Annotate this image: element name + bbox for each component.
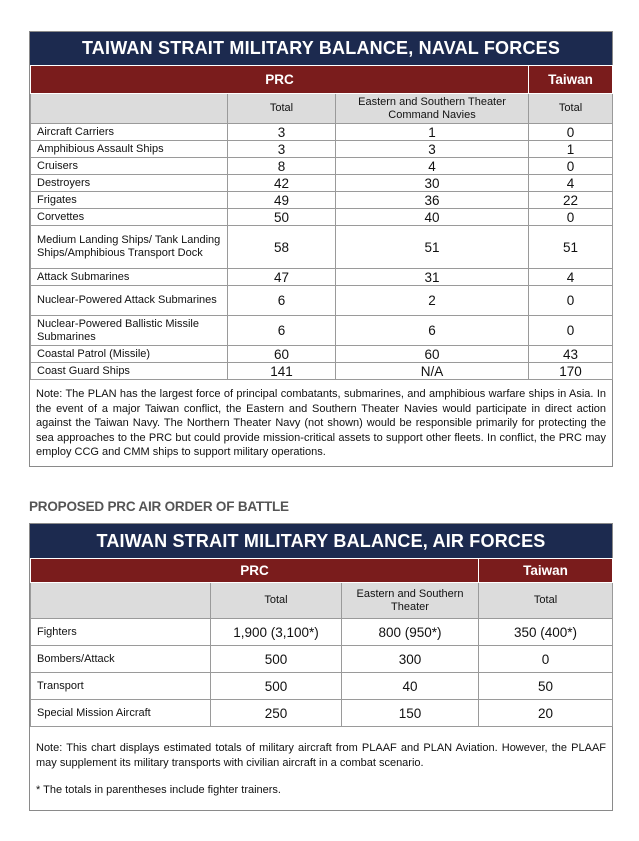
taiwan-cell: 4	[529, 269, 613, 286]
prc-total-cell: 58	[228, 226, 336, 269]
theater-cell: N/A	[336, 363, 529, 380]
taiwan-cell: 50	[479, 673, 613, 700]
air-group-prc: PRC	[31, 559, 479, 583]
section-label-air-order-of-battle: PROPOSED PRC AIR ORDER OF BATTLE	[29, 499, 289, 514]
air-footnote: * The totals in parentheses include fighter trainers.	[36, 784, 281, 796]
naval-header-blank	[31, 94, 228, 124]
table-row	[31, 175, 613, 192]
taiwan-cell: 20	[479, 700, 613, 727]
row-label: Corvettes	[31, 209, 228, 226]
theater-cell: 51	[336, 226, 529, 269]
naval-header-total: Total	[228, 94, 336, 124]
prc-total-cell: 6	[228, 286, 336, 316]
prc-total-cell: 3	[228, 124, 336, 141]
table-row	[31, 286, 613, 316]
prc-total-cell: 8	[228, 158, 336, 175]
table-row	[31, 269, 613, 286]
theater-cell: 60	[336, 346, 529, 363]
air-header-blank	[31, 583, 211, 619]
taiwan-cell: 350 (400*)	[479, 619, 613, 646]
taiwan-cell: 0	[529, 316, 613, 346]
taiwan-cell: 0	[529, 286, 613, 316]
taiwan-cell: 170	[529, 363, 613, 380]
prc-total-cell: 60	[228, 346, 336, 363]
taiwan-cell: 51	[529, 226, 613, 269]
table-row	[31, 316, 613, 346]
prc-total-cell: 141	[228, 363, 336, 380]
row-label: Fighters	[31, 619, 211, 646]
taiwan-cell: 0	[529, 158, 613, 175]
air-forces-table-block	[29, 523, 613, 811]
row-label: Nuclear-Powered Ballistic Missile Submarines	[31, 316, 228, 346]
naval-note: Note: The PLAN has the largest force of principal combatants, submarines, and amphibious warfare ships in Asia. In the event of a major Taiwan conflict, the Eastern and Southern Theater Navies would participate in direct action against the Taiwan Navy. The Northern Theater Navy (not shown) would be responsible primarily for protecting the sea approaches to the PRC but could provide mission-critical assets to support other fleets. In conflict, the PRC may employ CCG and CMM ships to support military operations.	[36, 388, 606, 458]
prc-total-cell: 500	[211, 646, 342, 673]
theater-cell: 1	[336, 124, 529, 141]
prc-total-cell: 500	[211, 673, 342, 700]
table-row	[31, 363, 613, 380]
air-group-taiwan: Taiwan	[479, 559, 613, 583]
row-label: Bombers/Attack	[31, 646, 211, 673]
row-label: Special Mission Aircraft	[31, 700, 211, 727]
theater-cell: 6	[336, 316, 529, 346]
theater-cell: 4	[336, 158, 529, 175]
theater-cell: 800 (950*)	[342, 619, 479, 646]
prc-total-cell: 1,900 (3,100*)	[211, 619, 342, 646]
air-table	[30, 558, 613, 727]
taiwan-cell: 0	[479, 646, 613, 673]
table-row	[31, 141, 613, 158]
theater-cell: 2	[336, 286, 529, 316]
theater-cell: 150	[342, 700, 479, 727]
taiwan-cell: 1	[529, 141, 613, 158]
prc-total-cell: 42	[228, 175, 336, 192]
row-label: Destroyers	[31, 175, 228, 192]
row-label: Attack Submarines	[31, 269, 228, 286]
table-row	[31, 192, 613, 209]
taiwan-cell: 43	[529, 346, 613, 363]
row-label: Coast Guard Ships	[31, 363, 228, 380]
table-row	[31, 700, 613, 727]
row-label: Medium Landing Ships/ Tank Landing Ships/Amphibious Transport Dock	[31, 226, 228, 269]
naval-group-taiwan: Taiwan	[529, 66, 613, 94]
theater-cell: 300	[342, 646, 479, 673]
row-label: Aircraft Carriers	[31, 124, 228, 141]
prc-total-cell: 49	[228, 192, 336, 209]
table-row	[31, 158, 613, 175]
taiwan-cell: 0	[529, 124, 613, 141]
taiwan-cell: 4	[529, 175, 613, 192]
prc-total-cell: 3	[228, 141, 336, 158]
theater-cell: 36	[336, 192, 529, 209]
air-header-theater: Eastern and Southern Theater	[342, 583, 479, 619]
air-note	[30, 727, 612, 810]
air-header-total: Total	[211, 583, 342, 619]
theater-cell: 30	[336, 175, 529, 192]
prc-total-cell: 50	[228, 209, 336, 226]
prc-total-cell: 250	[211, 700, 342, 727]
naval-table	[30, 65, 613, 380]
theater-cell: 31	[336, 269, 529, 286]
taiwan-cell: 22	[529, 192, 613, 209]
table-row	[31, 226, 613, 269]
row-label: Cruisers	[31, 158, 228, 175]
prc-total-cell: 47	[228, 269, 336, 286]
table-row	[31, 646, 613, 673]
naval-header-theater: Eastern and Southern Theater Command Navies	[336, 94, 529, 124]
naval-group-prc: PRC	[31, 66, 529, 94]
row-label: Transport	[31, 673, 211, 700]
prc-total-cell: 6	[228, 316, 336, 346]
naval-table-title: TAIWAN STRAIT MILITARY BALANCE, NAVAL FORCES	[30, 32, 612, 65]
theater-cell: 3	[336, 141, 529, 158]
air-table-title: TAIWAN STRAIT MILITARY BALANCE, AIR FORCES	[30, 524, 612, 558]
table-row	[31, 124, 613, 141]
taiwan-cell: 0	[529, 209, 613, 226]
table-row	[31, 209, 613, 226]
naval-forces-table-block	[29, 31, 613, 467]
row-label: Nuclear-Powered Attack Submarines	[31, 286, 228, 316]
table-row	[31, 673, 613, 700]
theater-cell: 40	[342, 673, 479, 700]
row-label: Amphibious Assault Ships	[31, 141, 228, 158]
air-note-text: Note: This chart displays estimated totals of military aircraft from PLAAF and PLAN Aviation. However, the PLAAF may supplement its military transports with civilian aircraft in a combat scenario.	[36, 742, 606, 769]
row-label: Coastal Patrol (Missile)	[31, 346, 228, 363]
table-row	[31, 619, 613, 646]
theater-cell: 40	[336, 209, 529, 226]
naval-header-taiwan-total: Total	[529, 94, 613, 124]
table-row	[31, 346, 613, 363]
row-label: Frigates	[31, 192, 228, 209]
air-header-taiwan-total: Total	[479, 583, 613, 619]
